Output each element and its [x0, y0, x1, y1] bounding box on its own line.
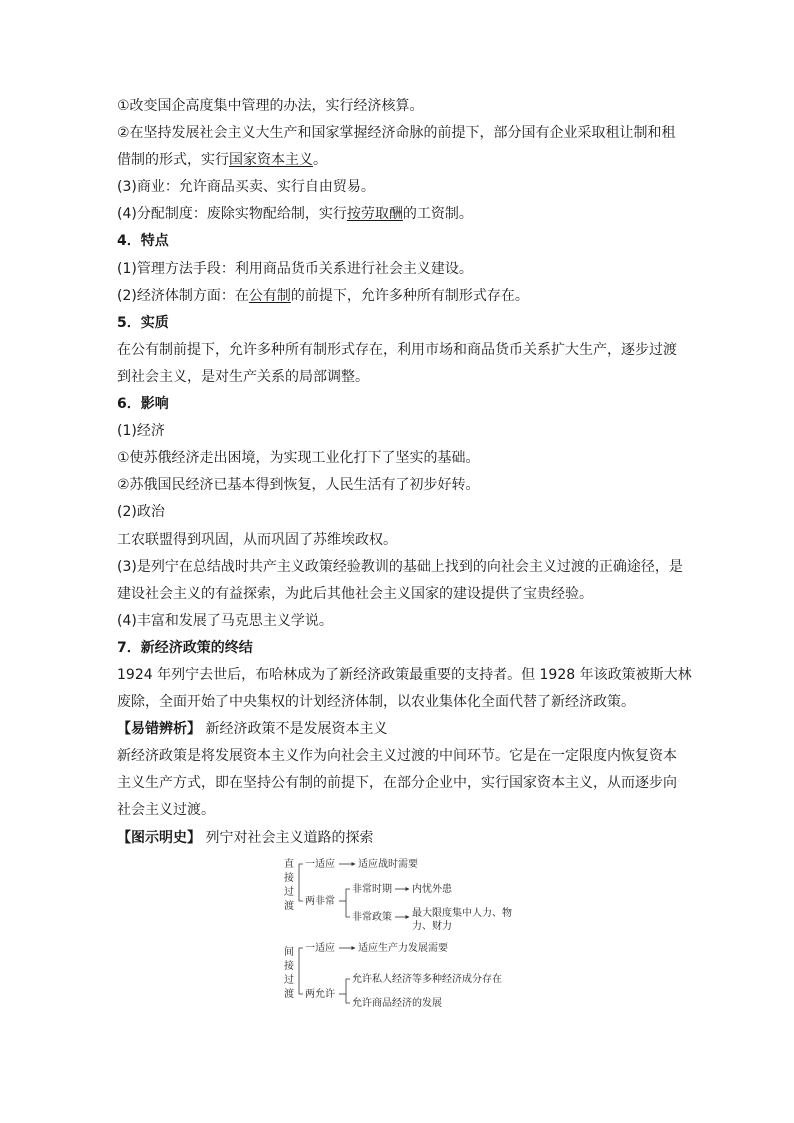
text-line: [117, 472, 682, 499]
text-line: [117, 581, 682, 608]
text-segment: (4)分配制度：废除实物配给制，实行: [117, 206, 347, 223]
text-segment: 废除，全面开始了中央集权的计划经济体制，以农业集体化全面代替了新经济政策。: [117, 694, 635, 711]
text-segment: 主义生产方式，即在坚持公有制的前提下，在部分企业中，实行国家资本主义，从而逐步向: [117, 775, 677, 792]
text-line: [117, 201, 682, 228]
direct-transition-label: [284, 857, 294, 912]
underlined-term: 公有制: [248, 287, 291, 304]
text-segment: 到社会主义，是对生产关系的局部调整。: [117, 368, 369, 385]
section-heading: [117, 310, 682, 337]
text-segment: 6．影响: [117, 396, 169, 413]
document-body: [117, 93, 692, 852]
indirect-label-char: 渡: [284, 989, 294, 1000]
direct-extraordinary-policy-target: 最大限度集中人力、物: [412, 908, 512, 919]
indirect-label-char: 过: [284, 975, 294, 986]
text-segment: (1)经济: [117, 423, 165, 440]
text-segment: ①使苏俄经济走出困境，为实现工业化打下了坚实的基础。: [117, 450, 480, 467]
diagram-svg: [270, 853, 570, 1018]
indirect-one-adapt-target: 适应生产力发展需要: [358, 943, 448, 954]
text-segment: 5．实质: [117, 314, 169, 331]
text-line: [117, 120, 682, 147]
direct-sub-bracket: [346, 889, 350, 917]
text-line: [117, 364, 682, 391]
text-segment: 工农联盟得到巩固，从而巩固了苏维埃政权。: [117, 531, 397, 548]
direct-two-extraordinary: 两非常: [305, 896, 335, 907]
direct-extraordinary-policy: 非常政策: [352, 912, 392, 923]
text-line: [117, 716, 682, 743]
direct-label-char: 过: [284, 887, 294, 898]
section-heading: [117, 391, 682, 418]
direct-one-adapt-target: 适应战时需要: [358, 859, 418, 870]
text-segment: (3)是列宁在总结战时共产主义政策经验教训的基础上找到的向社会主义过渡的正确途径，是: [117, 558, 683, 575]
text-segment: ②在坚持发展社会主义大生产和国家掌握经济命脉的前提下，部分国有企业采取租让制和租: [117, 125, 676, 142]
section-heading: [117, 228, 682, 255]
direct-extraordinary-period-target: 内忧外患: [412, 884, 452, 895]
text-line: [117, 527, 682, 554]
indirect-label-char: 间: [284, 947, 294, 958]
text-line: [117, 418, 682, 445]
underlined-term: 国家资本主义: [229, 152, 313, 169]
text-line: [117, 256, 682, 283]
text-segment: (2)经济体制方面：在: [117, 287, 249, 304]
text-segment: 在公有制前提下，允许多种所有制形式存在，利用市场和商品货币关系扩大生产，逐步过渡: [117, 341, 677, 358]
text-line: [117, 797, 682, 824]
indirect-bracket: [299, 948, 303, 994]
indirect-allow-private-economy: 允许私人经济等多种经济成分存在: [352, 974, 502, 985]
text-segment: (2)政治: [117, 504, 165, 521]
text-line: [117, 662, 692, 689]
indirect-one-adapt: 一适应: [305, 943, 335, 954]
text-segment: (4)丰富和发展了马克思主义学说。: [117, 612, 333, 629]
text-line: [117, 93, 682, 120]
indirect-sub-bracket: [346, 979, 350, 1003]
direct-bracket: [299, 864, 303, 901]
section-heading: [117, 635, 682, 662]
text-segment: 列宁对社会主义道路的探索: [201, 829, 374, 846]
indirect-transition-label: [284, 945, 294, 1000]
indirect-label-char: 接: [284, 961, 294, 972]
text-segment: (3)商业：允许商品买卖、实行自由贸易。: [117, 179, 375, 196]
text-line: [117, 743, 682, 770]
direct-extraordinary-period: 非常时期: [352, 884, 392, 895]
text-segment: 社会主义过渡。: [117, 802, 215, 819]
text-segment: ①改变国企高度集中管理的办法，实行经济核算。: [117, 98, 424, 114]
text-segment: 建设社会主义的有益探索，为此后其他社会主义国家的建设提供了宝贵经验。: [117, 585, 593, 602]
text-segment: 4．特点: [117, 233, 169, 250]
section-tag: 【图示明史】: [117, 829, 201, 846]
text-line: [117, 689, 682, 716]
text-line: [117, 554, 682, 581]
underlined-term: 按劳取酬: [346, 206, 403, 223]
text-line: [117, 445, 682, 472]
section-tag: 【易错辨析】: [117, 721, 201, 738]
text-segment: 借制的形式，实行: [117, 152, 229, 169]
direct-one-adapt: 一适应: [305, 859, 335, 870]
text-segment: 的工资制。: [402, 206, 473, 223]
text-segment: 。: [313, 152, 327, 169]
lenin-socialism-exploration-diagram: [270, 853, 570, 1018]
text-segment: 1924 年列宁去世后，布哈林成为了新经济政策最重要的支持者。但 1928 年该政策被斯大林: [117, 666, 692, 683]
text-line: [117, 147, 682, 174]
direct-label-char: 渡: [284, 901, 294, 912]
text-line: [117, 499, 682, 526]
text-line: [117, 337, 682, 364]
indirect-two-allow: 两允许: [305, 989, 335, 1000]
text-line: [117, 283, 682, 310]
text-segment: (1)管理方法手段：利用商品货币关系进行社会主义建设。: [117, 260, 473, 277]
text-line: [117, 825, 682, 852]
text-line: [117, 608, 682, 635]
text-line: [117, 174, 682, 201]
direct-label-char: 接: [284, 873, 294, 884]
direct-label-char: 直: [284, 859, 294, 870]
text-segment: 新经济政策不是发展资本主义: [201, 721, 388, 738]
text-segment: 7．新经济政策的终结: [117, 639, 253, 656]
text-segment: 新经济政策是将发展资本主义作为向社会主义过渡的中间环节。它是在一定限度内恢复资本: [117, 748, 677, 765]
indirect-allow-commodity-economy: 允许商品经济的发展: [352, 998, 442, 1009]
text-segment: ②苏俄国民经济已基本得到恢复，人民生活有了初步好转。: [117, 477, 480, 494]
text-segment: 的前提下，允许多种所有制形式存在。: [290, 287, 529, 304]
text-line: [117, 770, 682, 797]
direct-extraordinary-policy-target-cont: 力、财力: [412, 921, 452, 932]
